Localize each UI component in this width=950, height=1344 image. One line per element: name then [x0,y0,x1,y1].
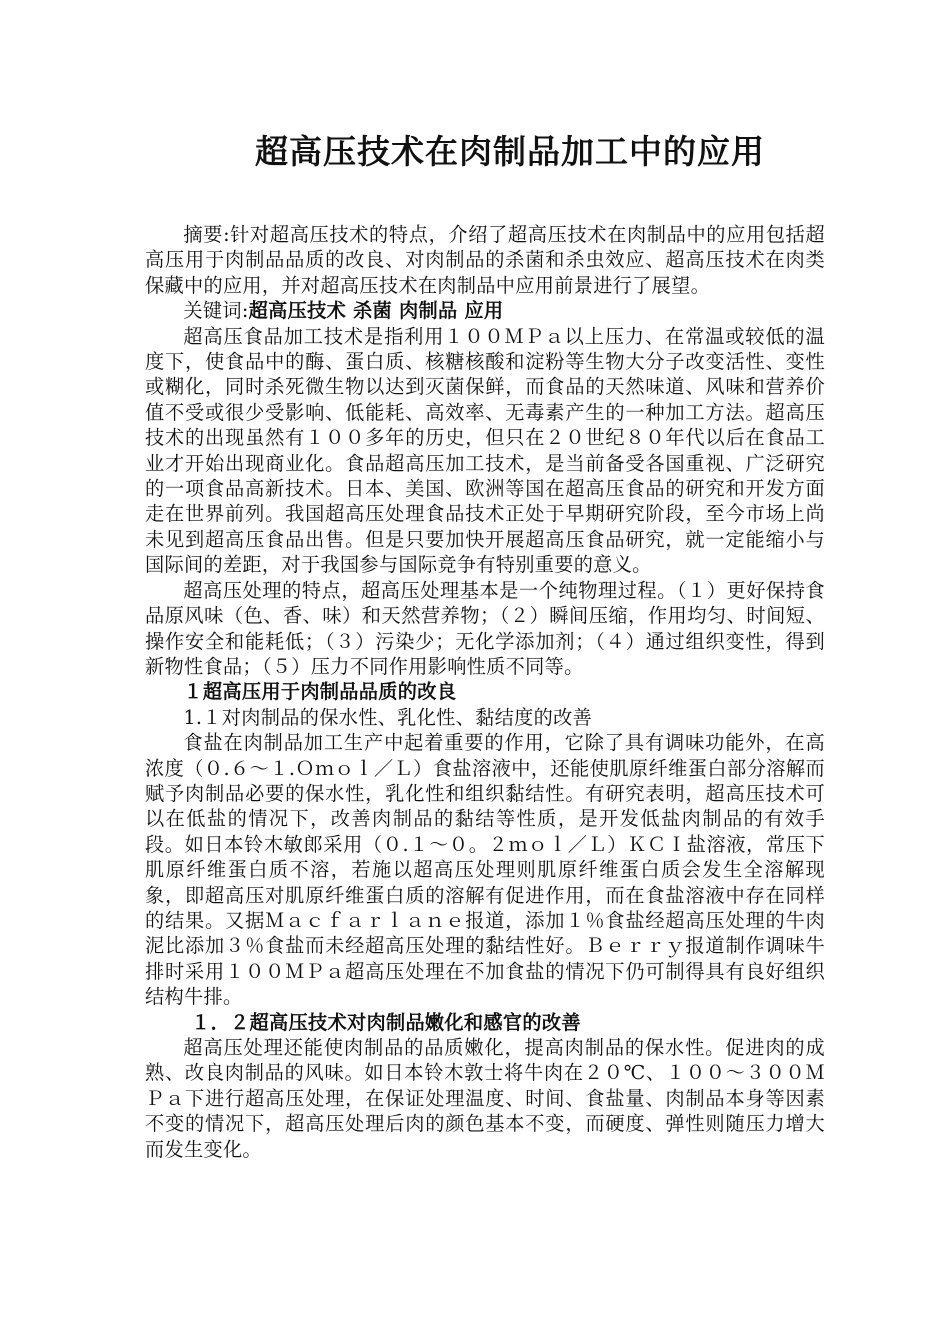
section-1-heading: １超高压用于肉制品品质的改良 [183,680,457,704]
section-1-1-paragraph: 食盐在肉制品加工生产中起着重要的作用，它除了具有调味功能外，在高浓度（０.６～１.Ｏｍｏｌ／Ｌ）食盐溶液中，还能使肌原纤维蛋白部分溶解而赋予肉制品必要的保水性，乳化性和组织黏结性。有研究表明，超高压技术可以在低盐的情况下，改善肉制品的黏结等性质，是开发低盐肉制品的有效手段。如日本铃木敏郎采用（０.１～０。２ｍｏｌ／Ｌ）ＫＣＩ盐溶液，常压下肌原纤维蛋白质不溶，若施以超高压处理则肌原纤维蛋白质会发生全溶解现象，即超高压对肌原纤维蛋白质的溶解有促进作用，而在食盐溶液中存在同样的结果。又据Ｍａｃｆａｒｌａｎｅ报道，添加１％食盐经超高压处理的牛肉泥比添加３％食盐而未经超高压处理的黏结性好。Ｂｅｒｒｙ报道制作调味牛排时采用１００ＭＰａ超高压处理在不加食盐的情况下仍可制得具有良好组织结构牛排。 [145,731,825,1009]
document-title: 超高压技术在肉制品加工中的应用 [255,132,765,171]
intro-paragraph-1: 超高压食品加工技术是指利用１００ＭＰａ以上压力、在常温或较低的温度下，使食品中的酶、蛋白质、核糖核酸和淀粉等生物大分子改变活性、变性或糊化，同时杀死微生物以达到灭菌保鲜，而食品的天然味道、风味和营养价值不受或很少受影响、低能耗、高效率、无毒素产生的一种加工方法。超高压技术的出现虽然有１００多年的历史，但只在２０世纪８０年代以后在食品工业才开始出现商业化。食品超高压加工技术，是当前备受各国重视、广泛研究的一项食品高新技术。日本、美国、欧洲等国在超高压食品的研究和开发方面走在世界前列。我国超高压处理食品技术正处于早期研究阶段，至今市场上尚未见到超高压食品出售。但是只要加快开展超高压食品研究，就一定能缩小与国际间的差距，对于我国参与国际竞争有特别重要的意义。 [145,324,825,577]
document-body [145,222,825,1162]
keywords-line [145,298,825,323]
section-1-1-heading: 1.１对肉制品的保水性、乳化性、黏结度的改善 [183,705,593,729]
section-1-2-paragraph: 超高压处理还能使肉制品的品质嫩化，提高肉制品的保水性。促进肉的成熟、改良肉制品的风味。如日本铃木敦士将牛肉在２０℃、１００～３００ＭＰａ下进行超高压处理，在保证处理温度、时间、食盐量、肉制品本身等因素不变的情况下，超高压处理后肉的颜色基本不变，而硬度、弹性则随压力增大而发生变化。 [145,1036,825,1161]
keywords-label: 关键词: [183,299,249,323]
section-1-2-heading: １．２超高压技术对肉制品嫩化和感官的改善 [191,1010,581,1034]
abstract-paragraph: 摘要:针对超高压技术的特点，介绍了超高压技术在肉制品中的应用包括超高压用于肉制品品质的改良、对肉制品的杀菌和杀虫效应、超高压技术在肉类保藏中的应用，并对超高压技术在肉制品中应用前景进行了展望。 [145,223,825,297]
intro-paragraph-2: 超高压处理的特点，超高压处理基本是一个纯物理过程。（１）更好保持食品原风味（色、香、味）和天然营养物；（２）瞬间压缩，作用均匀、时间短、操作安全和能耗低；（３）污染少；无化学添加剂；（４）通过组织变性，得到新物性食品；（５）压力不同作用影响性质不同等。 [145,578,825,678]
keywords-value: 超高压技术 杀菌 肉制品 应用 [248,299,504,323]
